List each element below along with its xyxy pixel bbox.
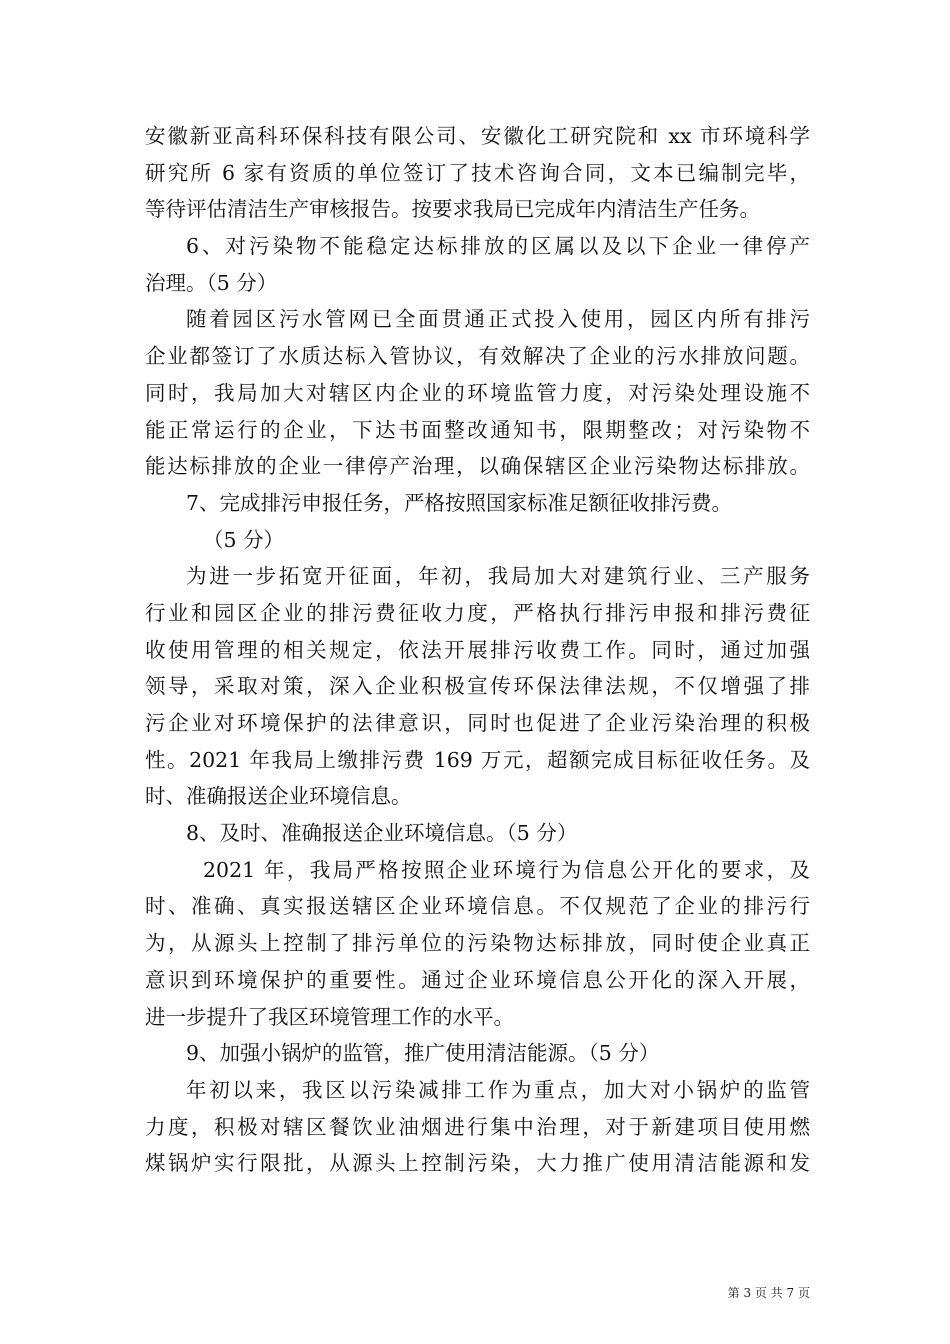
text-line: 收使用管理的相关规定，依法开展排污收费工作。同时，通过加强 xyxy=(145,637,810,662)
page-number: 第 3 页 共 7 页 xyxy=(727,1286,810,1300)
text-line: 等待评估清洁生产审核报告。按要求我局已完成年内清洁生产任务。 xyxy=(145,197,760,222)
section-heading-6-score: 治理。（5 分） xyxy=(145,270,278,295)
text-line: 污企业对环境保护的法律意识，同时也促进了企业污染治理的积极 xyxy=(145,711,810,735)
text-line: 年初以来，我区以污染减排工作为重点，加大对小锅炉的监管 xyxy=(186,1077,810,1102)
text-line: 能达标排放的企业一律停产治理，以确保辖区企业污染物达标排放。 xyxy=(145,454,810,479)
section-heading-8: 8、及时、准确报送企业环境信息。（5 分） xyxy=(186,821,578,846)
text-line: 为，从源头上控制了排污单位的污染物达标排放，同时使企业真正 xyxy=(145,931,810,956)
text-line: 意识到环境保护的重要性。通过企业环境信息公开化的深入开展， xyxy=(145,967,810,992)
text-line: 时、准确、真实报送辖区企业环境信息。不仅规范了企业的排污行 xyxy=(145,894,810,919)
text-line: 行业和园区企业的排污费征收力度，严格执行排污申报和排污费征 xyxy=(145,600,810,625)
text-line: 为进一步拓宽开征面，年初，我局加大对建筑行业、三产服务 xyxy=(186,564,810,589)
text-line: 时、准确报送企业环境信息。 xyxy=(145,784,412,809)
text-line: 煤锅炉实行限批，从源头上控制污染，大力推广使用清洁能源和发 xyxy=(145,1151,810,1176)
text-line: 安徽新亚高科环保科技有限公司、安徽化工研究院和 xx 市环境科学 xyxy=(145,124,810,148)
section-heading-7-score: （5 分） xyxy=(203,527,285,552)
text-line: 进一步提升了我区环境管理工作的水平。 xyxy=(145,1004,514,1029)
document-body xyxy=(145,118,810,1182)
text-line: 随着园区污水管网已全面贯通正式投入使用，园区内所有排污 xyxy=(186,307,810,332)
text-line: 能正常运行的企业，下达书面整改通知书，限期整改；对污染物不 xyxy=(145,417,810,442)
text-line: 性。2021 年我局上缴排污费 169 万元，超额完成目标征收任务。及 xyxy=(145,747,810,772)
text-line: 2021 年，我局严格按照企业环境行为信息公开化的要求，及 xyxy=(203,857,810,882)
text-line: 领导，采取对策，深入企业积极宣传环保法律法规，不仅增强了排 xyxy=(145,674,810,699)
section-heading-9: 9、加强小锅炉的监管，推广使用清洁能源。（5 分） xyxy=(186,1041,660,1066)
text-line: 力度，积极对辖区餐饮业油烟进行集中治理，对于新建项目使用燃 xyxy=(145,1114,810,1139)
section-heading-6: 6、对污染物不能稳定达标排放的区属以及以下企业一律停产 xyxy=(186,234,810,259)
text-line: 企业都签订了水质达标入管协议，有效解决了企业的污水排放问题。 xyxy=(145,344,810,369)
section-heading-7: 7、完成排污申报任务，严格按照国家标准足额征收排污费。 xyxy=(186,490,733,515)
text-line: 同时，我局加大对辖区内企业的环境监管力度，对污染处理设施不 xyxy=(145,380,810,405)
text-line: 研究所 6 家有资质的单位签订了技术咨询合同，文本已编制完毕， xyxy=(145,160,810,185)
